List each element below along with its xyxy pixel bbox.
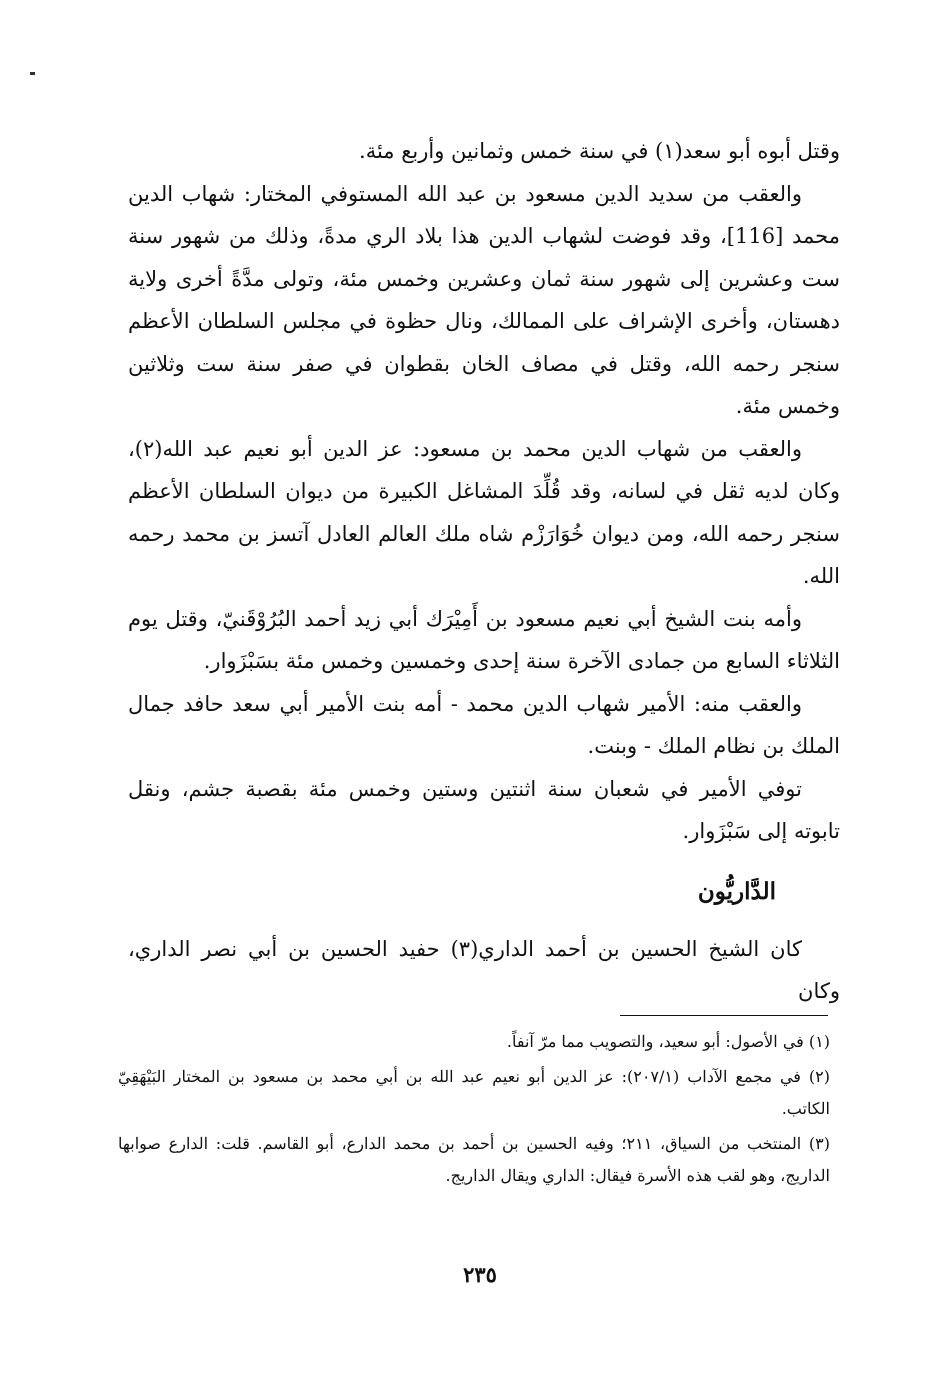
paragraph-4: وأمه بنت الشيخ أبي نعيم مسعود بن أَمِيْرَك أبي زيد أحمد البُرُوْقَنيّ، وقتل يوم الثلاثاء السابع من جمادى الآخرة سنة إحدى وخمسين وخمس مئة بسَبْزَوار. bbox=[128, 606, 840, 673]
footnote-2: (٢) في مجمع الآداب (٢٠٧/١): عز الدين أبو نعيم عبد الله بن أبي محمد بن مسعود بن المختار البَيْهَقِيّ الكاتب. bbox=[118, 1067, 830, 1118]
paragraph-6: توفي الأمير في شعبان سنة اثنتين وستين وخمس مئة بقصبة جشم، ونقل تابوته إلى سَبْزَوار. bbox=[128, 776, 840, 843]
page-number: ٢٣٥ bbox=[463, 1262, 497, 1287]
footnote-3: (٣) المنتخب من السياق، ٢١١؛ وفيه الحسين بن أحمد بن محمد الدارع، أبو القاسم. قلت: الدارع صوابها الداريج، وهو لقب هذه الأسرة فيقال: الداري ويقال الداريج. bbox=[118, 1134, 830, 1185]
paragraph-3: والعقب من شهاب الدين محمد بن مسعود: عز الدين أبو نعيم عبد الله(٢)، وكان لديه ثقل في لسانه، وقد قُلِّدَ المشاغل الكبيرة من ديوان السلطان الأعظم سنجر رحمه الله، ومن ديوان خُوَارَزْم شاه ملك العالم العادل آتسز بن محمد رحمه الله. bbox=[128, 436, 840, 588]
footnote-1: (١) في الأصول: أبو سعيد، والتصويب مما مرّ آنفاً. bbox=[506, 1032, 830, 1051]
paragraph-5: والعقب منه: الأمير شهاب الدين محمد - أمه بنت الأمير أبي سعد حافد جمال الملك بن نظام الملك - وبنت. bbox=[128, 691, 840, 758]
main-text-block bbox=[128, 130, 840, 853]
footnote-divider bbox=[620, 1015, 828, 1016]
scan-mark bbox=[30, 72, 35, 75]
section-first-line: كان الشيخ الحسين بن أحمد الداري(٣) حفيد الحسين بن أبي نصر الداري، وكان bbox=[128, 937, 840, 1003]
paragraph-1: وقتل أبوه أبو سعد(١) في سنة خمس وثمانين وأربع مئة. bbox=[359, 139, 840, 163]
footnotes-block bbox=[118, 1026, 830, 1195]
paragraph-2: والعقب من سديد الدين مسعود بن عبد الله المستوفي المختار: شهاب الدين محمد [116]، وقد فوضت لشهاب الدين هذا بلاد الري مدةً، وذلك من شهور سنة ست وعشرين إلى شهور سنة ثمان وعشرين وخمس مئة، وتولى مدَّةً أخرى ولاية دهستان، وأخرى الإشراف على الممالك، ونال حظوة في مجلس السلطان الأعظم سنجر رحمه الله، وقتل في مصاف الخان بقطوان في صفر سنة ست وثلاثين وخمس مئة. bbox=[128, 181, 840, 418]
section-heading: الدَّاريُّون bbox=[697, 878, 776, 905]
